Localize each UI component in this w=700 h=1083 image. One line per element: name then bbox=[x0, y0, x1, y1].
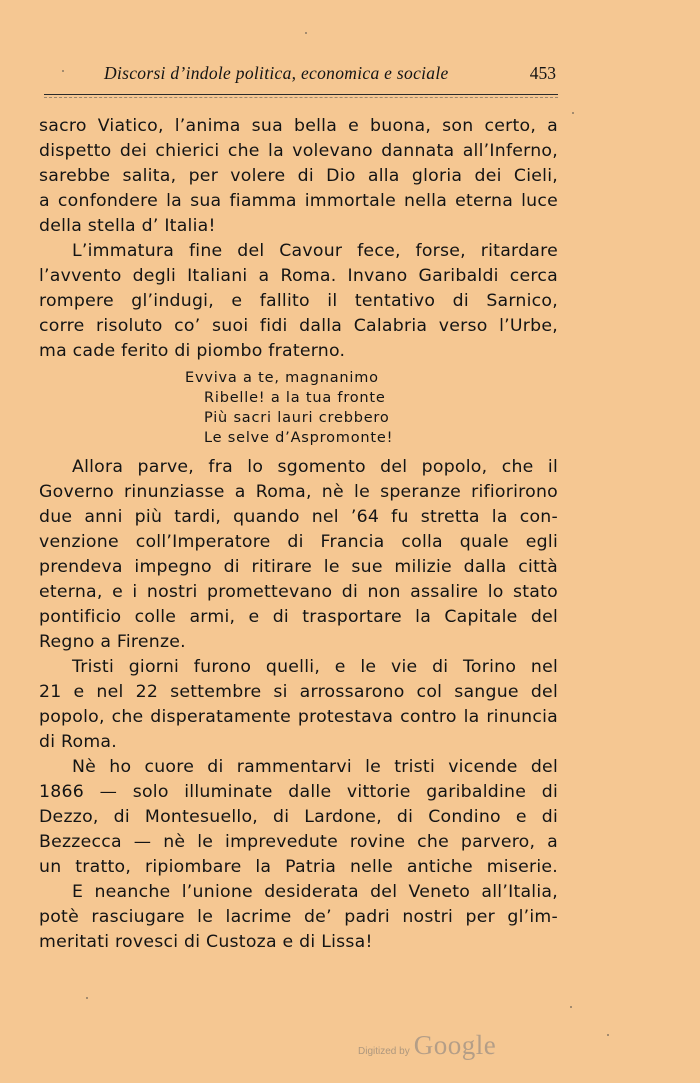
google-logo: Google bbox=[413, 1030, 497, 1060]
verse-line: Più sacri lauri crebbero bbox=[204, 410, 390, 426]
text-line: popolo, che disperatamente protestava contro la rinuncia bbox=[39, 707, 558, 727]
text-line: eterna, e i nostri promettevano di non assalire lo stato bbox=[39, 582, 558, 602]
paragraph-5 bbox=[39, 755, 558, 880]
verse-quote bbox=[39, 368, 558, 448]
text-line: un tratto, ripiombare la Patria nelle antiche miserie. bbox=[39, 857, 558, 877]
paragraph-3 bbox=[39, 455, 558, 655]
text-line: di Roma. bbox=[39, 732, 117, 752]
text-line: E neanche l’unione desiderata del Veneto all’Italia, bbox=[72, 882, 558, 902]
header-rule bbox=[44, 94, 558, 95]
text-line: Allora parve, fra lo sgomento del popolo, che il bbox=[72, 457, 558, 477]
text-line: Regno a Firenze. bbox=[39, 632, 186, 652]
page-number: 453 bbox=[529, 63, 556, 83]
text-line: a confondere la sua fiamma immortale nella eterna luce bbox=[39, 191, 558, 211]
text-line: 1866 — solo illuminate dalle vittorie garibaldine di bbox=[39, 782, 558, 802]
paragraph-1 bbox=[39, 114, 558, 239]
text-line: rompere gl’indugi, e fallito il tentativo di Sarnico, bbox=[39, 291, 558, 311]
header-rule-faint bbox=[44, 97, 558, 98]
paper-speck bbox=[86, 997, 88, 999]
paragraph-2 bbox=[39, 239, 558, 364]
text-line: Nè ho cuore di rammentarvi le tristi vicende del bbox=[72, 757, 558, 777]
text-line: corre risoluto co’ suoi fidi dalla Calabria verso l’Urbe, bbox=[39, 316, 558, 336]
verse-line: Evviva a te, magnanimo bbox=[185, 370, 379, 386]
paper-speck bbox=[607, 1034, 609, 1036]
text-line: prendeva impegno di ritirare le sue milizie dalla città bbox=[39, 557, 558, 577]
digitized-by-google-watermark bbox=[358, 1030, 496, 1060]
text-line: potè rasciugare le lacrime de’ padri nostri per gl’im- bbox=[39, 907, 558, 927]
text-line: Bezzecca — nè le imprevedute rovine che parvero, a bbox=[39, 832, 558, 852]
body-text bbox=[39, 114, 558, 955]
text-line: Tristi giorni furono quelli, e le vie di Torino nel bbox=[72, 657, 558, 677]
text-line: l’avvento degli Italiani a Roma. Invano Garibaldi cerca bbox=[39, 266, 558, 286]
verse-line: Ribelle! a la tua fronte bbox=[204, 390, 386, 406]
paper-speck bbox=[572, 112, 574, 114]
verse-line: Le selve d’Aspromonte! bbox=[204, 430, 394, 446]
text-line: venzione coll’Imperatore di Francia colla quale egli bbox=[39, 532, 558, 552]
text-line: dispetto dei chierici che la volevano dannata all’Inferno, bbox=[39, 141, 558, 161]
text-line: della stella d’ Italia! bbox=[39, 216, 216, 236]
text-line: Governo rinunziasse a Roma, nè le speranze rifiorirono bbox=[39, 482, 558, 502]
header-title: Discorsi d’indole politica, economica e sociale bbox=[104, 63, 449, 83]
text-line: Dezzo, di Montesuello, di Lardone, di Condino e di bbox=[39, 807, 558, 827]
text-line: sarebbe salita, per volere di Dio alla gloria dei Cieli, bbox=[39, 166, 558, 186]
text-line: meritati rovesci di Custoza e di Lissa! bbox=[39, 932, 373, 952]
paragraph-4 bbox=[39, 655, 558, 755]
text-line: ma cade ferito di piombo fraterno. bbox=[39, 341, 346, 361]
text-line: L’immatura fine del Cavour fece, forse, ritardare bbox=[72, 241, 558, 261]
text-line: 21 e nel 22 settembre si arrossarono col sangue del bbox=[39, 682, 558, 702]
paragraph-6 bbox=[39, 880, 558, 955]
paper-speck bbox=[570, 1006, 572, 1008]
running-header bbox=[104, 63, 556, 89]
watermark-digitized-label: Digitized by bbox=[358, 1046, 410, 1057]
text-line: pontificio colle armi, e di trasportare la Capitale del bbox=[39, 607, 558, 627]
paper-speck bbox=[62, 70, 64, 72]
paper-speck bbox=[305, 32, 307, 34]
text-line: due anni più tardi, quando nel ’64 fu stretta la con- bbox=[39, 507, 558, 527]
text-line: sacro Viatico, l’anima sua bella e buona, son certo, a bbox=[39, 116, 558, 136]
